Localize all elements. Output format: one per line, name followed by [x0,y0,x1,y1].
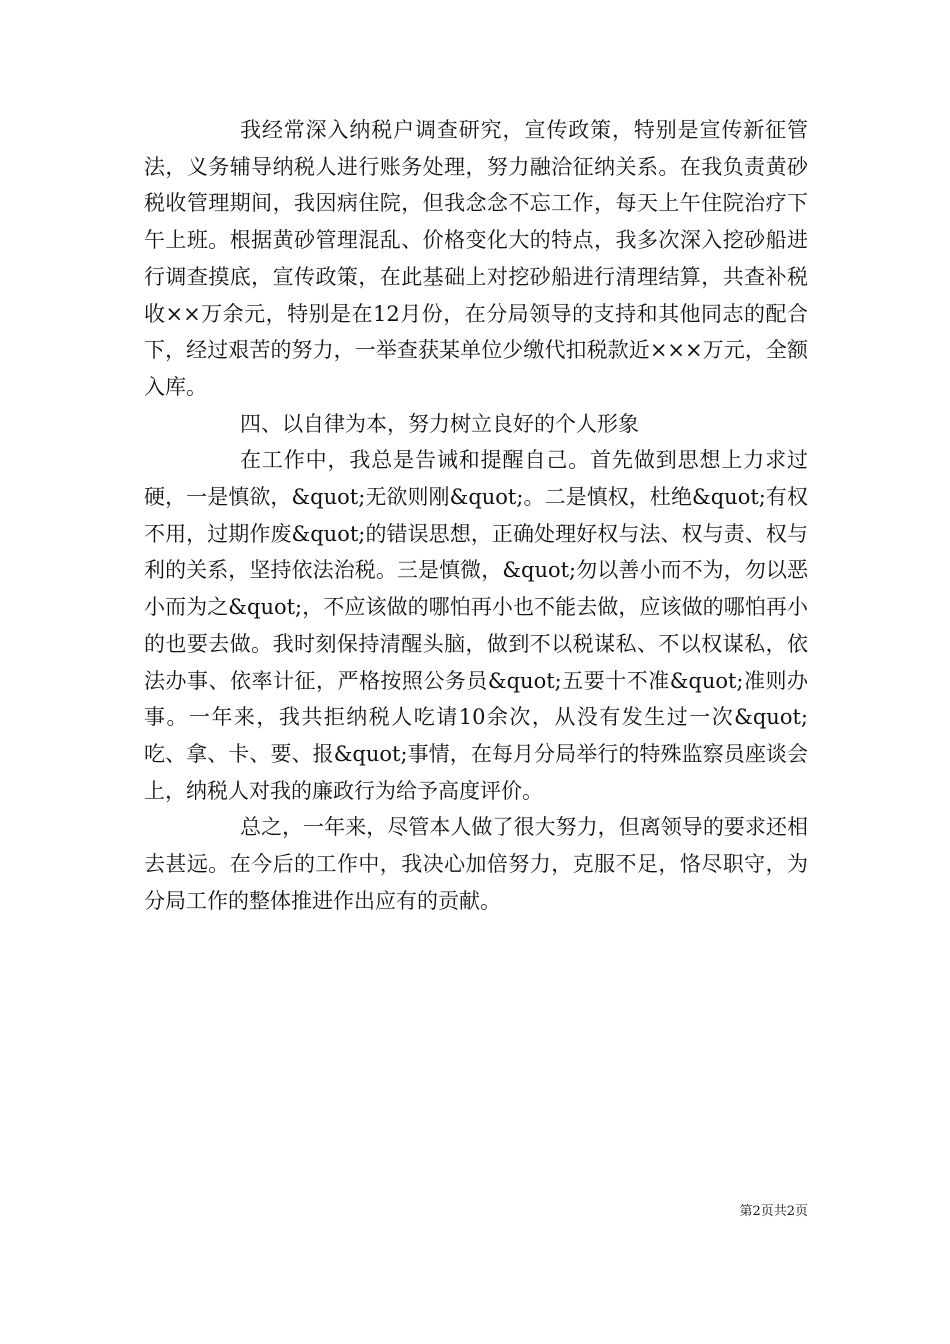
paragraph-tax-work: 我经常深入纳税户调查研究，宣传政策，特别是宣传新征管法，义务辅导纳税人进行账务处理，努力融洽征纳关系。在我负责黄砂税收管理期间，我因病住院，但我念念不忘工作，每天上午住院治疗下午上班。根据黄砂管理混乱、价格变化大的特点，我多次深入挖砂船进行调查摸底，宣传政策，在此基础上对挖砂船进行清理结算，共查补税收××万余元，特别是在12月份，在分局领导的支持和其他同志的配合下，经过艰苦的努力，一举查获某单位少缴代扣税款近×××万元，全额入库。 [144,118,808,399]
page-number-footer: 第2页共2页 [739,1204,808,1219]
paragraph-self-discipline: 在工作中，我总是告诫和提醒自己。首先做到思想上力求过硬，一是慎欲，&quot;无欲则刚&quot;。二是慎权，杜绝&quot;有权不用，过期作废&quot;的错误思想，正确处理好权与法、权与责、权与利的关系，坚持依法治税。三是慎微，&quot;勿以善小而不为，勿以恶小而为之&quot;，不应该做的哪怕再小也不能去做，应该做的哪怕再小的也要去做。我时刻保持清醒头脑，做到不以税谋私、不以权谋私，依法办事、依率计征，严格按照公务员&quot;五要十不准&quot;准则办事。一年来，我共拒纳税人吃请10余次，从没有发生过一次&quot;吃、拿、卡、要、报&quot;事情，在每月分局举行的特殊监察员座谈会上，纳税人对我的廉政行为给予高度评价。 [144,448,808,803]
document-body [144,112,808,919]
section-heading-self-discipline: 四、以自律为本，努力树立良好的个人形象 [240,411,639,436]
paragraph-conclusion: 总之，一年来，尽管本人做了很大努力，但离领导的要求还相去甚远。在今后的工作中，我决心加倍努力，克服不足，恪尽职守，为分局工作的整体推进作出应有的贡献。 [144,815,808,913]
